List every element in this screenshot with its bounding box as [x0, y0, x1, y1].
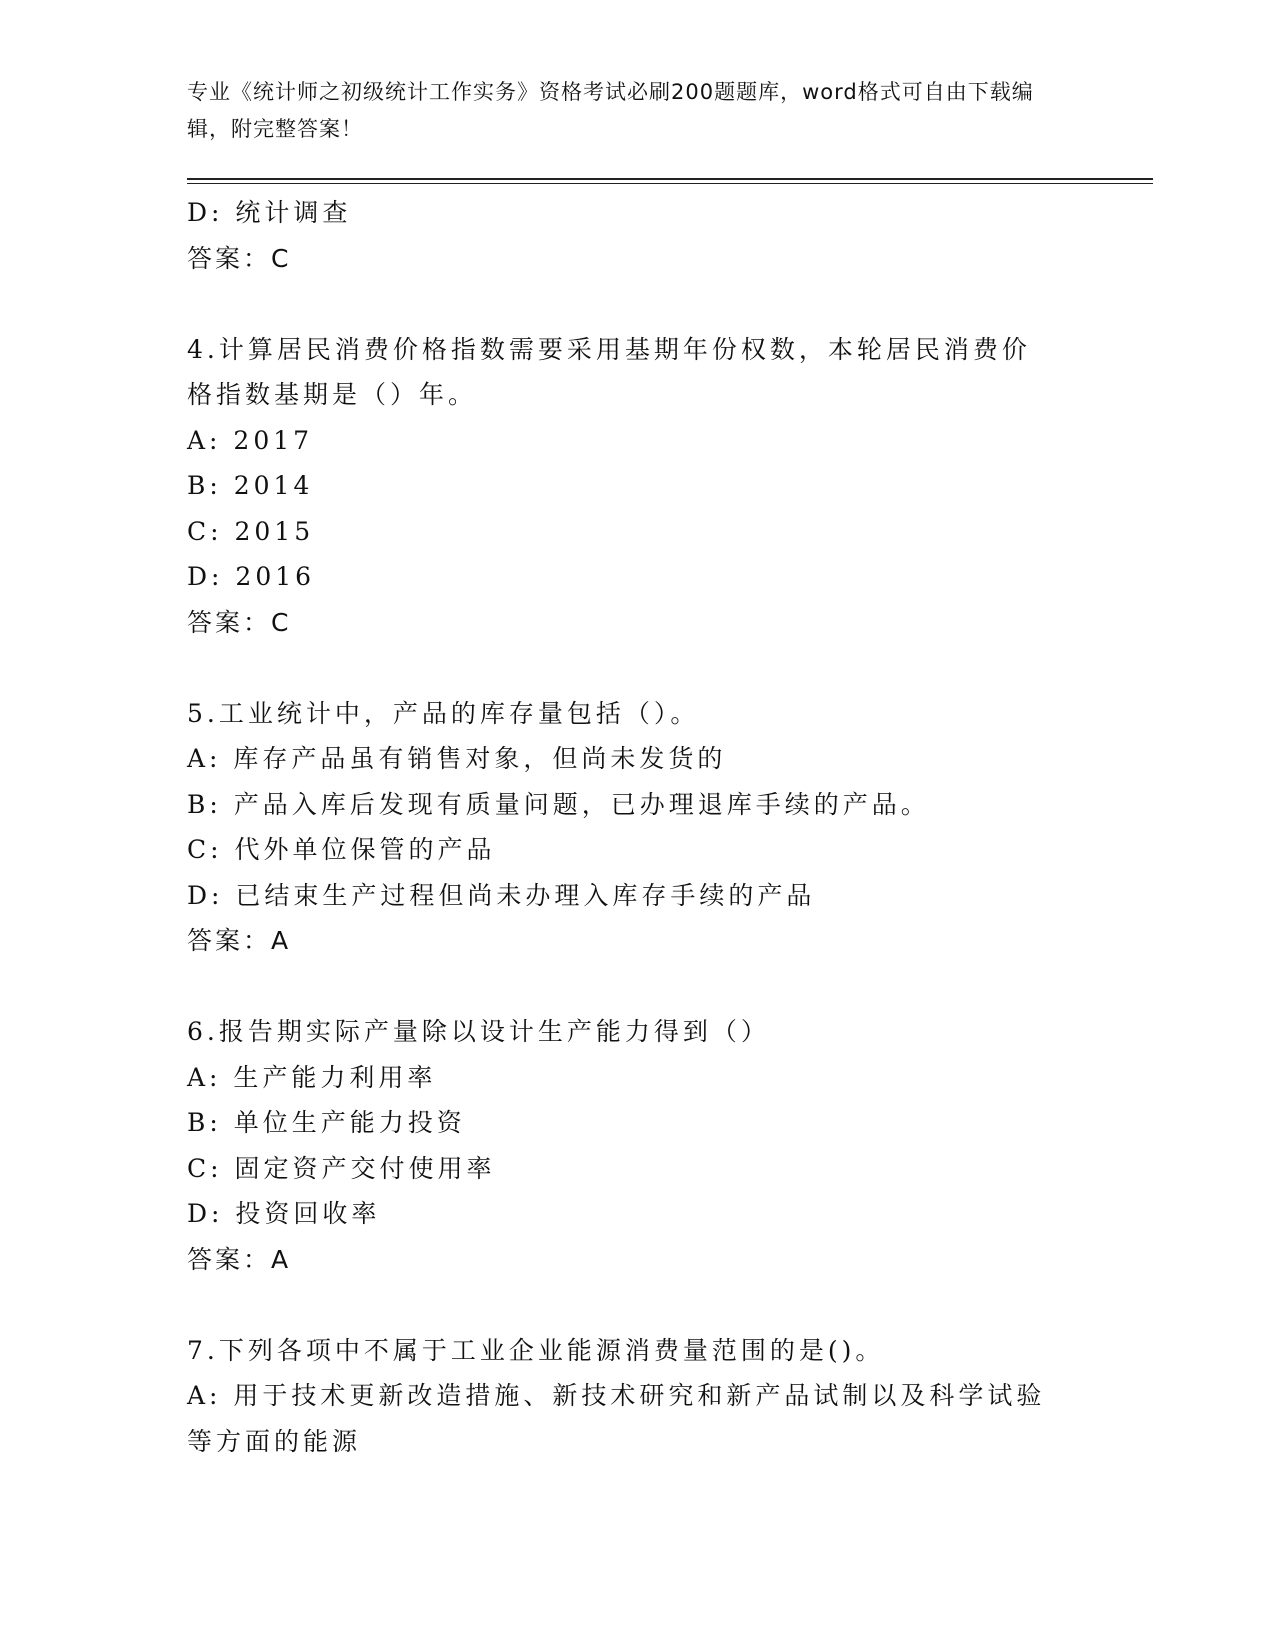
- answer-line: 答案：C: [187, 243, 292, 273]
- option-d: D: 投资回收率: [187, 1199, 381, 1228]
- document-header: 专业《统计师之初级统计工作实务》资格考试必刷200题题库，word格式可自由下载编辑，附完整答案！: [187, 80, 1034, 141]
- option-c: C: 代外单位保管的产品: [187, 835, 496, 864]
- question-list: [187, 190, 1087, 1464]
- option-a: A: 2017: [187, 425, 314, 455]
- option-c: C: 固定资产交付使用率: [187, 1153, 496, 1183]
- spacer: [187, 645, 1087, 691]
- option-b: B: 单位生产能力投资: [187, 1108, 466, 1137]
- option-a: A: 生产能力利用率: [187, 1062, 437, 1092]
- header-divider: [187, 178, 1153, 184]
- spacer: [187, 281, 1087, 327]
- option-a: A: 用于技术更新改造措施、新技术研究和新产品试制以及科学试验等方面的能源: [187, 1381, 1046, 1456]
- option-a: A: 库存产品虽有销售对象，但尚未发货的: [187, 744, 727, 773]
- answer-line: 答案：A: [187, 926, 292, 955]
- spacer: [187, 1282, 1087, 1328]
- question-stem: 7.下列各项中不属于工业企业能源消费量范围的是()。: [187, 1335, 885, 1365]
- answer-line: 答案：C: [187, 607, 292, 637]
- spacer: [187, 964, 1087, 1010]
- option-d: D: 已结束生产过程但尚未办理入库存手续的产品: [187, 880, 816, 910]
- option-b: B: 2014: [187, 471, 314, 500]
- answer-line: 答案：A: [187, 1244, 292, 1274]
- option-c: C: 2015: [187, 516, 315, 546]
- question-stem: 6.报告期实际产量除以设计生产能力得到（）: [187, 1017, 770, 1046]
- option-d: D: 2016: [187, 562, 316, 591]
- option-b: B: 产品入库后发现有质量问题，已办理退库手续的产品。: [187, 789, 930, 819]
- question-stem: 5.工业统计中，产品的库存量包括（）。: [187, 698, 700, 728]
- question-stem: 4.计算居民消费价格指数需要采用基期年份权数，本轮居民消费价格指数基期是（）年。: [187, 334, 1031, 409]
- option-d: D: 统计调查: [187, 198, 352, 227]
